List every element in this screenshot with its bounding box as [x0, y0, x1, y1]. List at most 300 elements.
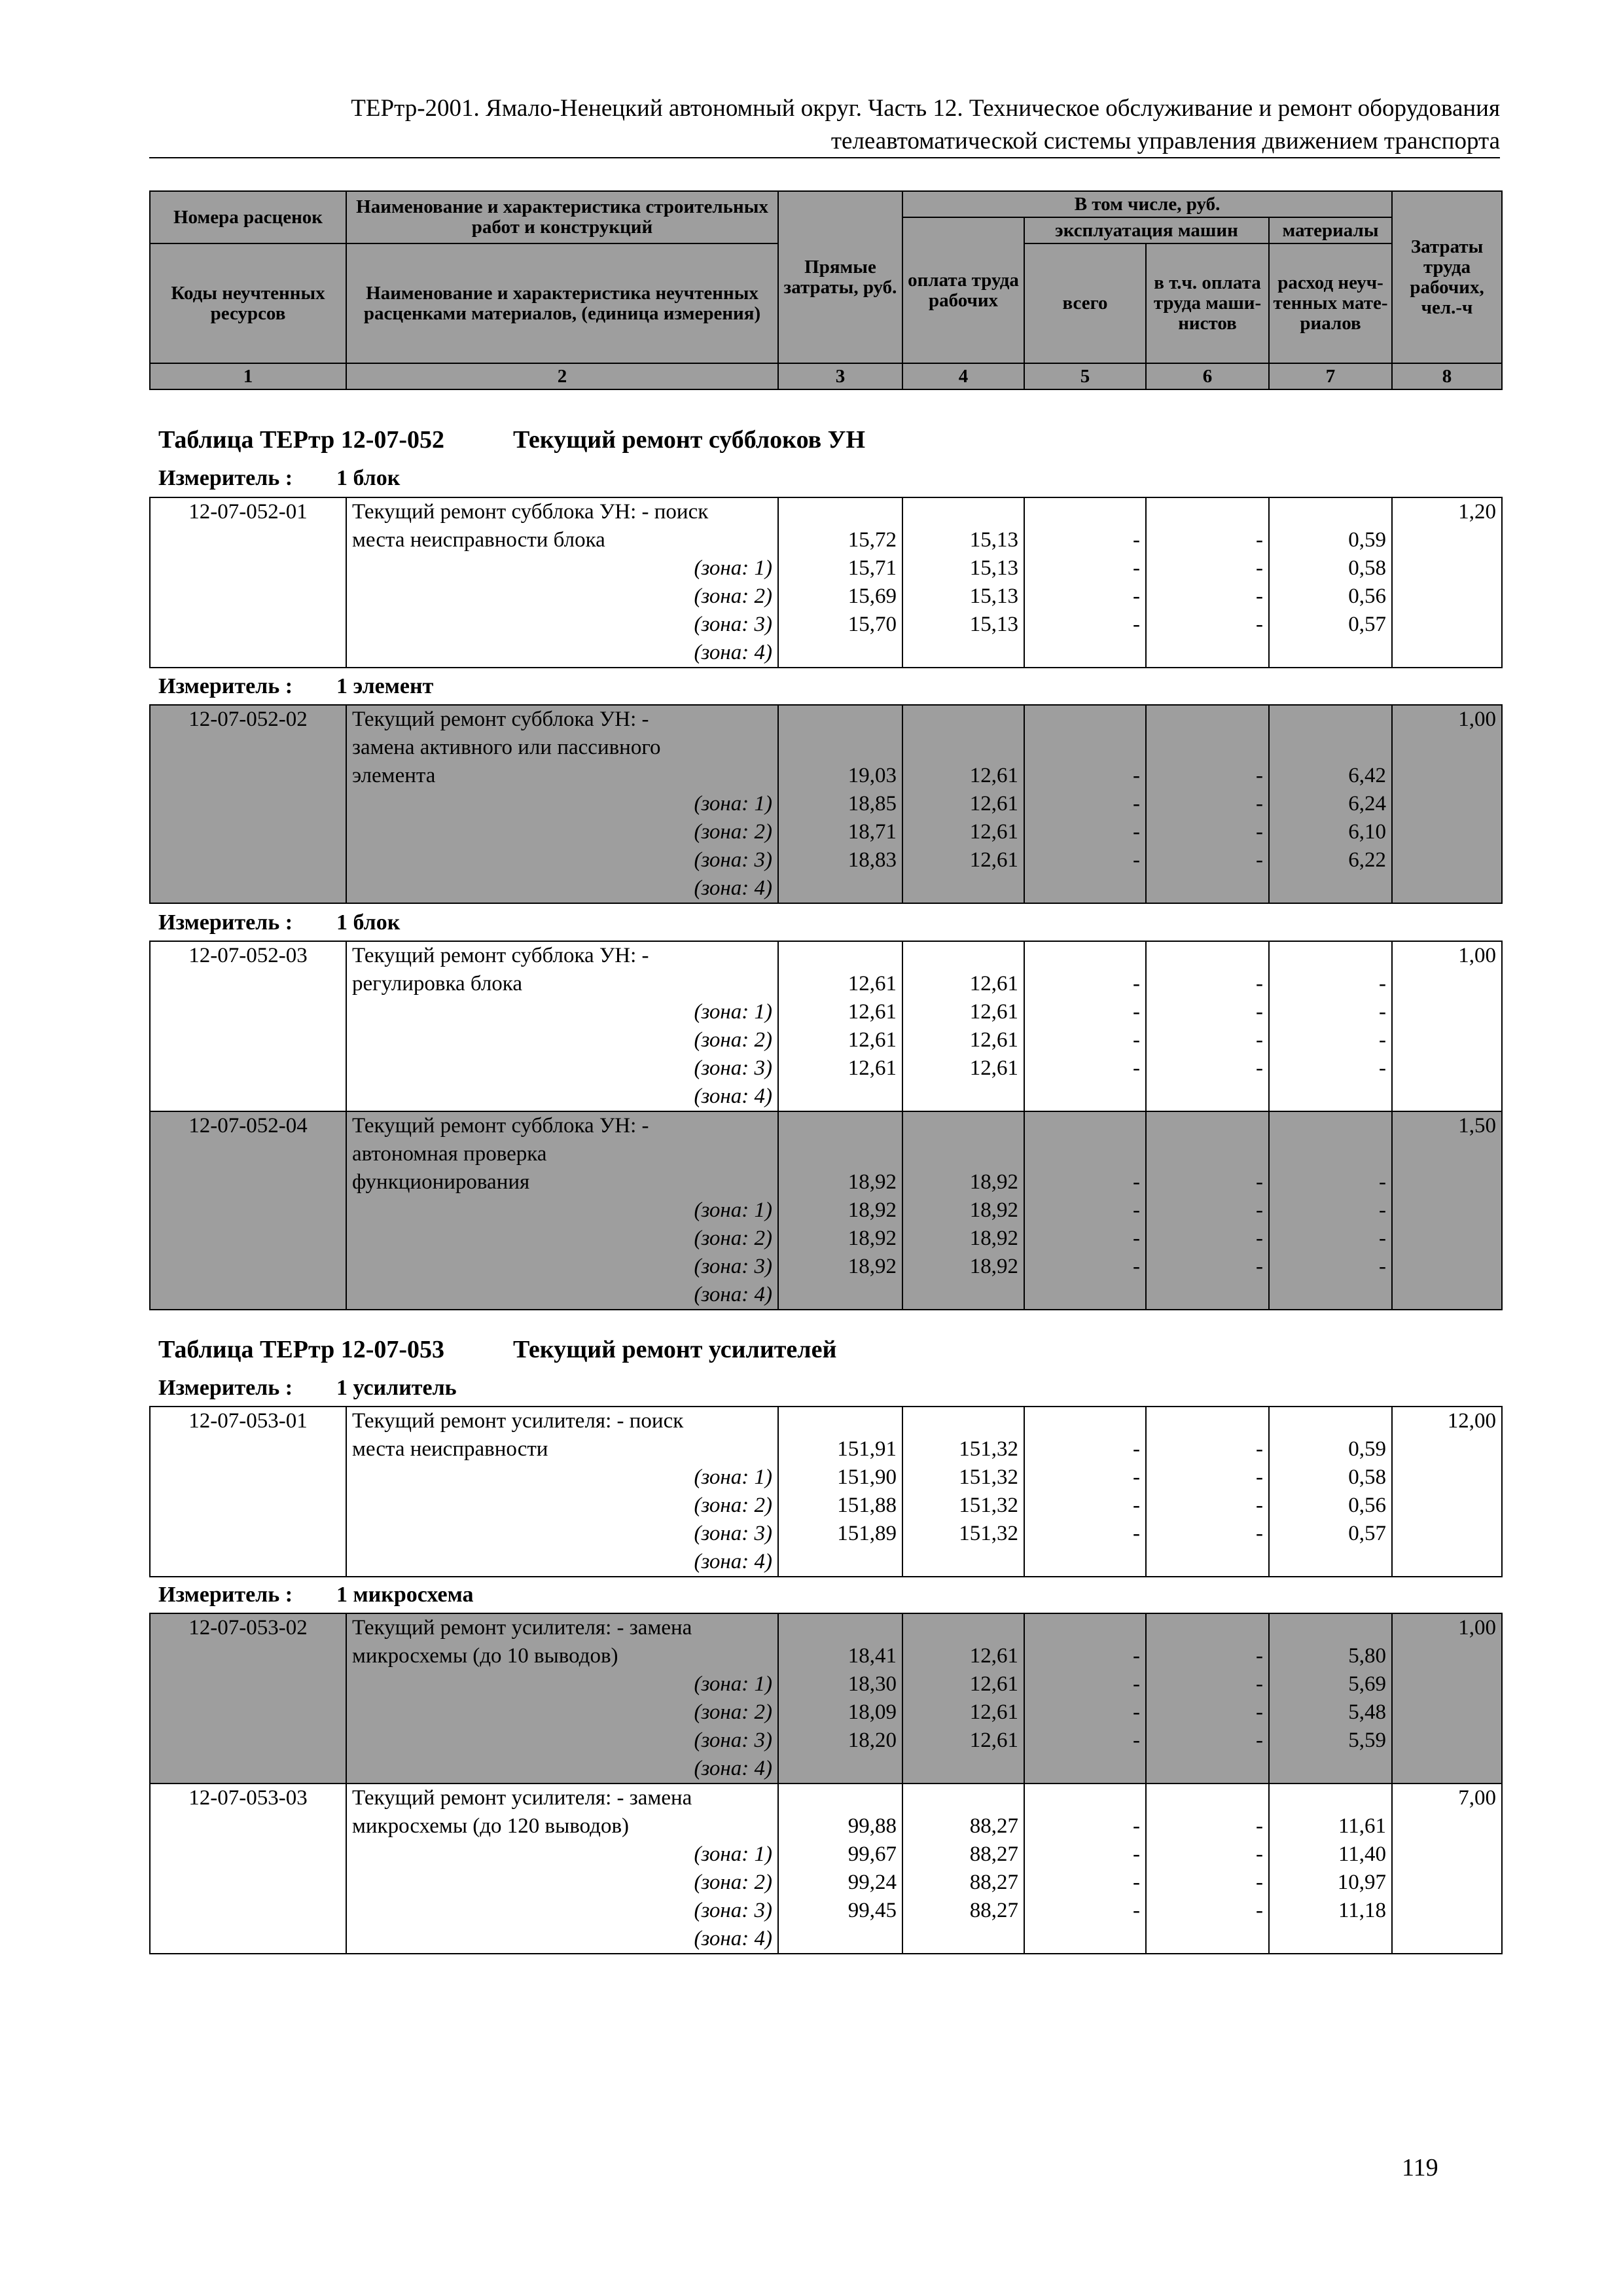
machine-total-cell: [1024, 941, 1146, 1111]
section-title-1: [158, 425, 865, 454]
materials-cost: 5,48: [1348, 1700, 1386, 1724]
machinist-pay: -: [1256, 528, 1263, 552]
labor-pay: 12,61: [969, 1028, 1018, 1052]
direct-cost: 18,92: [847, 1170, 897, 1194]
labor-pay: 151,32: [959, 1465, 1018, 1489]
materials-cost-cell: [1269, 497, 1392, 668]
rate-row: [150, 1407, 1502, 1577]
labor-pay-cell: [902, 1613, 1024, 1784]
spacer: [784, 706, 897, 734]
rate-name-line: замена активного или пассивного: [352, 736, 661, 759]
labor-costs-cell: [1392, 1111, 1502, 1310]
materials-cost: 0,59: [1348, 528, 1386, 552]
machine-total: -: [1133, 528, 1140, 552]
spacer: [1152, 734, 1263, 762]
column-number: 6: [1146, 363, 1269, 389]
column-number: 5: [1024, 363, 1146, 389]
rate-row: [150, 705, 1502, 903]
rate-code: 12-07-052-02: [150, 705, 346, 903]
machine-total: -: [1133, 1056, 1140, 1080]
spacer: [1030, 1140, 1140, 1168]
labor-costs-cell: [1392, 705, 1502, 903]
zone-label: (зона: 3): [694, 613, 772, 636]
direct-cost: 12,61: [847, 1056, 897, 1080]
spacer: [1152, 1614, 1263, 1642]
materials-cost-cell: [1269, 1407, 1392, 1577]
direct-cost: 151,91: [837, 1437, 897, 1461]
materials-cost: 5,69: [1348, 1672, 1386, 1696]
machine-total: -: [1133, 1170, 1140, 1194]
rate-row: [150, 1613, 1502, 1784]
rate-row: [150, 1111, 1502, 1310]
zone-label: (зона: 4): [694, 1550, 772, 1573]
machinist-pay-cell: [1146, 497, 1269, 668]
zone-label: (зона: 4): [694, 1283, 772, 1306]
materials-cost: 6,42: [1348, 764, 1386, 787]
direct-cost: 19,03: [847, 764, 897, 787]
labor-costs-cell: [1392, 1613, 1502, 1784]
machine-total-cell: [1024, 497, 1146, 668]
zone-label: (зона: 1): [694, 556, 772, 580]
spacer: [1152, 706, 1263, 734]
spacer: [908, 706, 1018, 734]
materials-cost: 0,59: [1348, 1437, 1386, 1461]
rate-row: [150, 1784, 1502, 1954]
labor-costs-cell: [1392, 1407, 1502, 1577]
machine-total: -: [1133, 1494, 1140, 1517]
zone-label: (зона: 3): [694, 1522, 772, 1545]
direct-cost: 18,92: [847, 1255, 897, 1278]
machine-total: -: [1133, 1672, 1140, 1696]
direct-cost-cell: [778, 1111, 902, 1310]
zone-label: (зона: 1): [694, 792, 772, 816]
labor-pay: 12,61: [969, 1644, 1018, 1668]
measure-2: [158, 674, 433, 699]
materials-cost-cell: [1269, 1111, 1392, 1310]
machinist-pay: -: [1256, 1255, 1263, 1278]
direct-cost: 99,67: [847, 1842, 897, 1866]
spacer: [784, 1784, 897, 1812]
spacer: [784, 1407, 897, 1435]
direct-cost: 18,83: [847, 848, 897, 872]
spacer: [1275, 1140, 1386, 1168]
spacer: [784, 734, 897, 762]
labor-costs: 7,00: [1458, 1786, 1496, 1810]
header-resource-codes: Коды неучтенных ресурсов: [150, 243, 346, 363]
labor-pay: 88,27: [969, 1899, 1018, 1922]
spacer: [784, 1614, 897, 1642]
rate-name-cell: [346, 941, 778, 1111]
zone-label: (зона: 2): [694, 1494, 772, 1517]
zone-label: (зона: 2): [694, 584, 772, 608]
machinist-pay: -: [1256, 1842, 1263, 1866]
machine-total: -: [1133, 1814, 1140, 1838]
section-name: Текущий ремонт усилителей: [513, 1336, 837, 1363]
labor-pay-cell: [902, 705, 1024, 903]
machine-total-cell: [1024, 1111, 1146, 1310]
measure-label: Измеритель :: [158, 674, 293, 698]
labor-pay: 18,92: [969, 1170, 1018, 1194]
rate-row: [150, 497, 1502, 668]
measure-unit: 1 элемент: [336, 674, 434, 698]
zone-label: (зона: 2): [694, 1700, 772, 1724]
header-rate-numbers: Номера расценок: [150, 191, 346, 243]
zone-label: (зона: 2): [694, 1227, 772, 1250]
labor-pay: 12,61: [969, 1056, 1018, 1080]
spacer: [908, 498, 1018, 526]
spacer: [1030, 1112, 1140, 1140]
materials-cost-cell: [1269, 941, 1392, 1111]
spacer: [908, 1784, 1018, 1812]
labor-pay-cell: [902, 1784, 1024, 1954]
machine-total: -: [1133, 613, 1140, 636]
spacer: [784, 498, 897, 526]
machine-total: -: [1133, 1255, 1140, 1278]
measure-5: [158, 1583, 474, 1607]
direct-cost-cell: [778, 1613, 902, 1784]
header-rule: [149, 157, 1500, 158]
labor-pay: 12,61: [969, 820, 1018, 844]
machine-total: -: [1133, 1842, 1140, 1866]
spacer: [784, 1112, 897, 1140]
rate-table-block-3: [149, 941, 1503, 1310]
machinist-pay: -: [1256, 1729, 1263, 1752]
machinist-pay-cell: [1146, 941, 1269, 1111]
zone-label: (зона: 3): [694, 1056, 772, 1080]
materials-cost: 5,80: [1348, 1644, 1386, 1668]
machinist-pay: -: [1256, 1198, 1263, 1222]
labor-costs-cell: [1392, 1784, 1502, 1954]
direct-cost-cell: [778, 941, 902, 1111]
direct-cost: 99,45: [847, 1899, 897, 1922]
rate-name-line: места неисправности: [352, 1437, 548, 1461]
spacer: [1152, 1140, 1263, 1168]
rate-name-line: Текущий ремонт субблока УН: -: [352, 944, 649, 967]
zone-label: (зона: 3): [694, 1729, 772, 1752]
spacer: [784, 942, 897, 970]
materials-cost: -: [1379, 1000, 1386, 1024]
machinist-pay: -: [1256, 1672, 1263, 1696]
labor-pay: 15,13: [969, 584, 1018, 608]
zone-label: (зона: 4): [694, 1757, 772, 1780]
machine-total: -: [1133, 1644, 1140, 1668]
machine-total: -: [1133, 1198, 1140, 1222]
spacer: [908, 734, 1018, 762]
rate-name-line: Текущий ремонт усилителя: - замена: [352, 1616, 692, 1640]
machine-total: -: [1133, 972, 1140, 996]
machinist-pay: -: [1256, 1871, 1263, 1894]
machine-total-cell: [1024, 1784, 1146, 1954]
labor-pay: 15,13: [969, 528, 1018, 552]
direct-cost: 151,90: [837, 1465, 897, 1489]
machine-total: -: [1133, 820, 1140, 844]
materials-cost: 0,57: [1348, 1522, 1386, 1545]
measure-3: [158, 910, 400, 935]
labor-pay: 151,32: [959, 1522, 1018, 1545]
column-number: 2: [346, 363, 778, 389]
header-direct-costs: Прямые затраты, руб.: [778, 191, 902, 363]
labor-costs: 1,00: [1458, 1616, 1496, 1640]
measure-4: [158, 1376, 457, 1401]
zone-label: (зона: 2): [694, 1871, 772, 1894]
rate-name-cell: [346, 1784, 778, 1954]
direct-cost: 151,88: [837, 1494, 897, 1517]
zone-label: (зона: 3): [694, 1899, 772, 1922]
machinist-pay: -: [1256, 1899, 1263, 1922]
labor-pay: 151,32: [959, 1494, 1018, 1517]
machinist-pay-cell: [1146, 1407, 1269, 1577]
direct-cost-cell: [778, 705, 902, 903]
machine-total: -: [1133, 1729, 1140, 1752]
materials-cost: 6,10: [1348, 820, 1386, 844]
direct-cost: 12,61: [847, 1028, 897, 1052]
spacer: [1030, 1784, 1140, 1812]
section-code: Таблица ТЕРтр 12-07-053: [158, 1336, 445, 1363]
rate-name-line: Текущий ремонт субблока УН: -: [352, 708, 649, 731]
zone-label: (зона: 4): [694, 876, 772, 900]
spacer: [1275, 734, 1386, 762]
labor-costs: 1,20: [1458, 500, 1496, 524]
rate-code: 12-07-053-02: [150, 1613, 346, 1784]
rate-table-block-1: [149, 497, 1503, 668]
machinist-pay: -: [1256, 1437, 1263, 1461]
labor-pay: 18,92: [969, 1227, 1018, 1250]
zone-label: (зона: 2): [694, 1028, 772, 1052]
materials-cost: 11,61: [1338, 1814, 1386, 1838]
spacer: [1152, 1784, 1263, 1812]
materials-cost: 0,58: [1348, 556, 1386, 580]
materials-cost: -: [1379, 1028, 1386, 1052]
measure-label: Измеритель :: [158, 466, 293, 490]
labor-costs-cell: [1392, 941, 1502, 1111]
materials-cost: -: [1379, 1170, 1386, 1194]
header-name-char: Наименование и характеристика строительных работ и конструкций: [346, 191, 778, 243]
labor-pay: 12,61: [969, 792, 1018, 816]
rate-name-line: Текущий ремонт усилителя: - замена: [352, 1786, 692, 1810]
spacer: [1152, 1407, 1263, 1435]
direct-cost: 151,89: [837, 1522, 897, 1545]
rate-code: 12-07-053-01: [150, 1407, 346, 1577]
zone-label: (зона: 1): [694, 1465, 772, 1489]
direct-cost: 15,71: [847, 556, 897, 580]
machinist-pay: -: [1256, 972, 1263, 996]
rate-name-line: автономная проверка: [352, 1142, 547, 1166]
labor-pay-cell: [902, 497, 1024, 668]
zone-label: (зона: 1): [694, 1198, 772, 1222]
machine-total: -: [1133, 1227, 1140, 1250]
spacer: [1030, 706, 1140, 734]
table-column-header: [149, 190, 1503, 390]
spacer: [1152, 498, 1263, 526]
direct-cost: 18,09: [847, 1700, 897, 1724]
column-number: 7: [1269, 363, 1392, 389]
measure-unit: 1 усилитель: [336, 1376, 457, 1400]
materials-cost: 10,97: [1337, 1871, 1386, 1894]
rate-table-block-5: [149, 1613, 1503, 1954]
labor-pay: 12,61: [969, 848, 1018, 872]
materials-cost: 0,58: [1348, 1465, 1386, 1489]
materials-cost: 6,22: [1348, 848, 1386, 872]
rate-name-cell: [346, 705, 778, 903]
spacer: [1030, 1614, 1140, 1642]
machinist-pay: -: [1256, 1644, 1263, 1668]
zone-label: (зона: 1): [694, 1842, 772, 1866]
spacer: [1275, 1784, 1386, 1812]
rate-code: 12-07-052-04: [150, 1111, 346, 1310]
machinist-pay-cell: [1146, 1784, 1269, 1954]
labor-pay: 18,92: [969, 1198, 1018, 1222]
spacer: [908, 1140, 1018, 1168]
labor-costs: 1,50: [1458, 1114, 1496, 1138]
labor-pay: 12,61: [969, 1672, 1018, 1696]
rate-code: 12-07-052-01: [150, 497, 346, 668]
machine-total: -: [1133, 792, 1140, 816]
labor-pay: 18,92: [969, 1255, 1018, 1278]
zone-label: (зона: 3): [694, 1255, 772, 1278]
materials-cost: 11,40: [1338, 1842, 1386, 1866]
column-number: 4: [902, 363, 1024, 389]
machinist-pay-cell: [1146, 1613, 1269, 1784]
labor-pay-cell: [902, 1407, 1024, 1577]
machinist-pay: -: [1256, 556, 1263, 580]
rate-row: [150, 941, 1502, 1111]
header-materials: материалы: [1269, 217, 1392, 243]
labor-pay: 12,61: [969, 972, 1018, 996]
spacer: [1030, 942, 1140, 970]
machine-total-cell: [1024, 705, 1146, 903]
header-incl: В том числе, руб.: [902, 191, 1392, 217]
materials-cost: -: [1379, 1227, 1386, 1250]
rate-name-line: Текущий ремонт усилителя: - поиск: [352, 1409, 684, 1433]
materials-cost: 0,57: [1348, 613, 1386, 636]
machine-total: -: [1133, 1871, 1140, 1894]
direct-cost: 18,20: [847, 1729, 897, 1752]
spacer: [784, 1140, 897, 1168]
materials-cost-cell: [1269, 705, 1392, 903]
rate-table-block-2: [149, 704, 1503, 904]
section-title-2: [158, 1335, 836, 1364]
spacer: [1275, 942, 1386, 970]
column-number: 3: [778, 363, 902, 389]
column-number: 1: [150, 363, 346, 389]
machinist-pay: -: [1256, 1227, 1263, 1250]
direct-cost-cell: [778, 1784, 902, 1954]
spacer: [908, 942, 1018, 970]
rate-name-line: Текущий ремонт субблока УН: - поиск: [352, 500, 709, 524]
rate-name-cell: [346, 1613, 778, 1784]
direct-cost: 18,71: [847, 820, 897, 844]
zone-label: (зона: 4): [694, 1927, 772, 1950]
machinist-pay: -: [1256, 613, 1263, 636]
spacer: [1275, 1112, 1386, 1140]
materials-cost: -: [1379, 1056, 1386, 1080]
direct-cost: 18,41: [847, 1644, 897, 1668]
labor-pay: 12,61: [969, 1729, 1018, 1752]
rate-name-line: функционирования: [352, 1170, 530, 1194]
spacer: [908, 1407, 1018, 1435]
rate-name-cell: [346, 497, 778, 668]
materials-cost: -: [1379, 972, 1386, 996]
machine-total: -: [1133, 1028, 1140, 1052]
labor-pay: 12,61: [969, 764, 1018, 787]
rate-name-line: места неисправности блока: [352, 528, 605, 552]
machinist-pay: -: [1256, 584, 1263, 608]
spacer: [1030, 734, 1140, 762]
direct-cost: 12,61: [847, 1000, 897, 1024]
spacer: [1275, 706, 1386, 734]
direct-cost: 12,61: [847, 972, 897, 996]
header-labor-pay: оплата труда рабочих: [902, 217, 1024, 363]
spacer: [1152, 942, 1263, 970]
measure-1: [158, 466, 400, 491]
labor-costs: 1,00: [1458, 708, 1496, 731]
labor-pay: 15,13: [969, 556, 1018, 580]
machine-total: -: [1133, 1700, 1140, 1724]
spacer: [1275, 1407, 1386, 1435]
zone-label: (зона: 2): [694, 820, 772, 844]
labor-pay: 12,61: [969, 1000, 1018, 1024]
spacer: [1275, 498, 1386, 526]
materials-cost: -: [1379, 1198, 1386, 1222]
machinist-pay: -: [1256, 764, 1263, 787]
spacer: [908, 1614, 1018, 1642]
header-unaccounted-consumption: расход неуч-тенных мате-риалов: [1269, 243, 1392, 363]
spacer: [908, 1112, 1018, 1140]
machine-total: -: [1133, 556, 1140, 580]
materials-cost: 0,56: [1348, 1494, 1386, 1517]
header-unaccounted-name: Наименование и характеристика неучтенных расценками материалов, (единица измерения): [346, 243, 778, 363]
machine-total: -: [1133, 1899, 1140, 1922]
machinist-pay: -: [1256, 1522, 1263, 1545]
materials-cost: 11,18: [1338, 1899, 1386, 1922]
direct-cost: 18,92: [847, 1198, 897, 1222]
rate-name-cell: [346, 1111, 778, 1310]
machine-total-cell: [1024, 1407, 1146, 1577]
measure-unit: 1 блок: [336, 910, 401, 935]
machine-total: -: [1133, 1437, 1140, 1461]
machine-total: -: [1133, 1522, 1140, 1545]
machinist-pay: -: [1256, 1814, 1263, 1838]
machinist-pay-cell: [1146, 1111, 1269, 1310]
rate-code: 12-07-052-03: [150, 941, 346, 1111]
labor-costs: 1,00: [1458, 944, 1496, 967]
direct-cost: 99,88: [847, 1814, 897, 1838]
running-header-line2: телеавтоматической системы управления движением транспорта: [830, 128, 1500, 154]
direct-cost: 15,72: [847, 528, 897, 552]
rate-name-line: элемента: [352, 764, 436, 787]
zone-label: (зона: 4): [694, 1085, 772, 1108]
machine-total: -: [1133, 584, 1140, 608]
machinist-pay: -: [1256, 1494, 1263, 1517]
machine-total-cell: [1024, 1613, 1146, 1784]
rate-name-line: микросхемы (до 10 выводов): [352, 1644, 618, 1668]
machine-total: -: [1133, 1465, 1140, 1489]
page-number: 119: [1402, 2154, 1438, 2181]
labor-pay: 15,13: [969, 613, 1018, 636]
machinist-pay: -: [1256, 1000, 1263, 1024]
machine-total: -: [1133, 848, 1140, 872]
machinist-pay: -: [1256, 820, 1263, 844]
labor-pay-cell: [902, 941, 1024, 1111]
spacer: [1275, 1614, 1386, 1642]
labor-pay-cell: [902, 1111, 1024, 1310]
labor-pay: 151,32: [959, 1437, 1018, 1461]
direct-cost: 18,92: [847, 1227, 897, 1250]
machinist-pay: -: [1256, 792, 1263, 816]
header-machine-total: всего: [1024, 243, 1146, 363]
rate-name-line: регулировка блока: [352, 972, 522, 996]
rate-name-line: микросхемы (до 120 выводов): [352, 1814, 630, 1838]
